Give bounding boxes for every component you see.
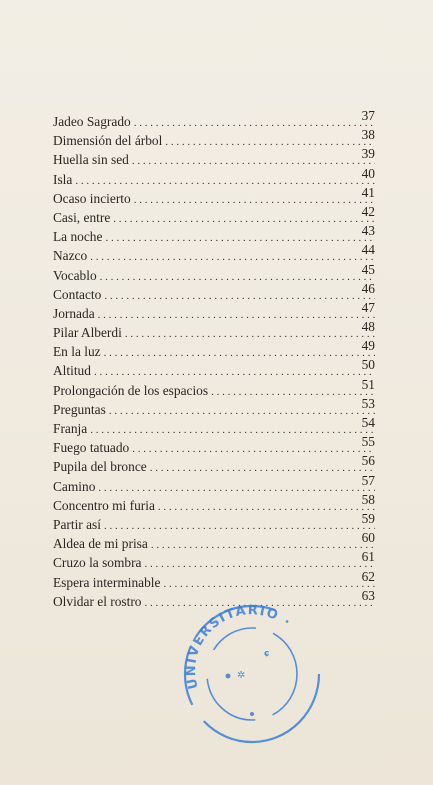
toc-entry-title: Altitud [53, 363, 91, 379]
toc-entry-page-number: 37 [361, 108, 375, 123]
toc-entry-page-number: 62 [361, 568, 375, 584]
toc-entry-page-number: 63 [361, 587, 375, 603]
toc-entry-title: Cruzo la sombra [53, 555, 142, 571]
toc-entry-page-number: 56 [361, 453, 375, 469]
toc-entry [53, 549, 375, 572]
toc-entry [53, 261, 375, 285]
toc-entry-page-number: 38 [361, 127, 375, 143]
toc-entry-title: Pilar Alberdi [53, 325, 122, 341]
library-stamp-graphic [173, 591, 324, 746]
toc-entry [53, 338, 375, 361]
stamp-dot-icon [250, 712, 254, 716]
toc-entry-title: Partir así [53, 516, 101, 532]
toc-entry-page-number: 43 [361, 223, 375, 239]
toc-entry-title: Espera interminable [53, 574, 161, 590]
toc-entry-page-number: 39 [361, 146, 375, 162]
toc-entry-title: Jornada [53, 305, 95, 321]
toc-entry-page-number: 60 [361, 530, 375, 546]
toc-entry-title: Casi, entre [53, 209, 111, 225]
toc-entry-page-number: 54 [361, 415, 375, 430]
toc-entry-page-number: 40 [361, 165, 375, 181]
toc-entry-title: La noche [53, 229, 103, 245]
toc-entry-page-number: 45 [361, 261, 375, 277]
toc-entry-page-number: 47 [361, 299, 375, 315]
toc-entry-title: Olvidar el rostro [53, 593, 142, 609]
toc-entry-title: Nazco [53, 248, 88, 264]
toc-entry [53, 108, 375, 131]
toc-entry-page-number: 46 [361, 280, 375, 296]
toc-entry-title: Concentro mi furia [53, 497, 155, 513]
toc-entry [53, 395, 375, 419]
toc-entry-page-number: 57 [361, 472, 375, 488]
toc-entry-page-number: 44 [361, 242, 375, 258]
toc-entry [53, 568, 375, 592]
toc-entry-title: Fuego tatuado [53, 440, 130, 456]
stamp-star-icon: ✲ [237, 670, 246, 681]
toc-entry-page-number: 48 [361, 319, 375, 335]
toc-entry-page-number: 49 [361, 338, 375, 354]
toc-entry [53, 434, 375, 457]
toc-entry-title: Dimensión del árbol [53, 133, 163, 149]
table-of-contents [53, 108, 375, 611]
toc-entry [53, 376, 375, 400]
toc-entry-page-number: 59 [361, 510, 375, 526]
toc-entry-title: Preguntas [53, 401, 106, 417]
toc-entry-title: Vocablo [53, 267, 97, 283]
toc-entry [53, 472, 375, 496]
toc-entry-title: Prolongación de los espacios [53, 382, 209, 398]
toc-entry-page-number: 53 [361, 395, 375, 411]
toc-entry-page-number: 61 [361, 549, 375, 565]
toc-entry-title: Jadeo Sagrado [53, 114, 131, 129]
toc-entry-title: Isla [53, 171, 73, 187]
toc-entry [53, 415, 375, 438]
toc-entry-title: Huella sin sed [53, 152, 129, 168]
toc-entry [53, 510, 375, 534]
toc-entry-title: Ocaso incierto [53, 190, 131, 206]
toc-entry [53, 146, 375, 169]
toc-entry [53, 184, 375, 208]
stamp-arc-text: UNIVERSITARIO · OQUEA KLSA [173, 591, 300, 691]
stamp-mark-icon: ɕ [264, 649, 270, 659]
toc-entry [53, 165, 375, 189]
toc-entry-page-number: 58 [361, 491, 375, 507]
toc-entry [53, 491, 375, 515]
toc-entry-page-number: 51 [361, 376, 375, 392]
toc-entry [53, 319, 375, 342]
toc-entry [53, 357, 375, 380]
toc-entry-page-number: 55 [361, 434, 375, 450]
toc-entry [53, 280, 375, 304]
toc-entry-page-number: 41 [361, 184, 375, 200]
toc-entry-title: Contacto [53, 286, 102, 302]
toc-entry [53, 530, 375, 553]
toc-entry-title: Pupila del bronce [53, 459, 147, 475]
toc-entry [53, 127, 375, 150]
library-stamp [173, 591, 324, 746]
stamp-dot-icon [226, 674, 231, 679]
toc-entry-title: Camino [53, 478, 96, 494]
toc-entry [53, 223, 375, 246]
toc-entry-page-number: 50 [361, 357, 375, 373]
toc-entry-title: Franja [53, 421, 88, 436]
toc-entry-title: Aldea de mi prisa [53, 536, 148, 552]
toc-entry [53, 453, 375, 476]
toc-entry-title: En la luz [53, 344, 101, 360]
toc-entry [53, 203, 375, 227]
toc-entry [53, 242, 375, 265]
toc-entry-page-number: 42 [361, 203, 375, 219]
toc-entry [53, 299, 375, 323]
